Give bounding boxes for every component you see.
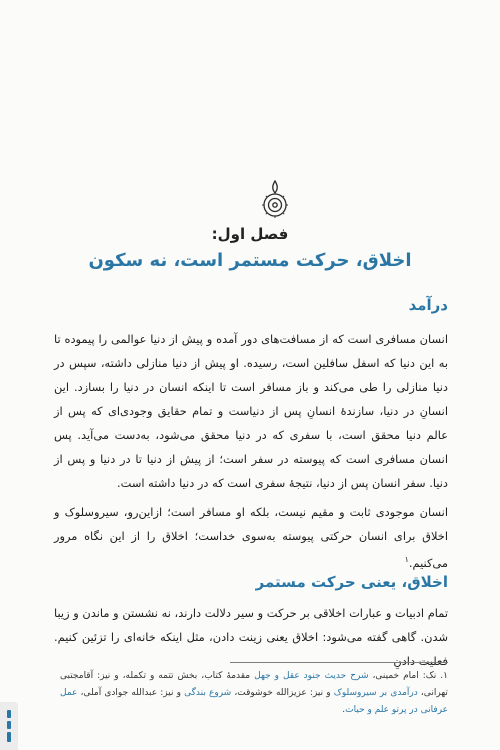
section-heading-intro: درآمد bbox=[408, 296, 448, 314]
footnote-source-4: عمل عرفانی در پرتو علم و حیات bbox=[60, 688, 448, 715]
traveler-paragraph bbox=[54, 500, 448, 575]
traveler-paragraph-text: انسان موجودی ثابت و مقیم نیست، بلکه او مسافر است؛ ازاین‌رو، سیروسلوک و اخلاق برای انسان حرکتی پیوسته به‌سوی خداست؛ اخلاق را از این نگاه مرور می‌کنیم. bbox=[54, 505, 448, 570]
section-heading-movement: اخلاق، یعنی حرکت مستمر bbox=[255, 573, 448, 591]
footnote-text-1: ۱. نک: امام خمینی، bbox=[372, 671, 448, 681]
intro-paragraph-text: انسان مسافری است که از مسافت‌های دور آمده و پیش از دنیا عوالمی را پیموده تا به این دنیا که اسفل سافلین است، رسیده. او پیش از دنیا منازلی داشته، سپس در دنیا منازلی را طی می‌کند و باز مسافر است تا اینکه انسان در دنیا را بسازد. این انسانِ در دنیا، سازندهٔ انسانِ پس از دنیاست و تمام حقایق وجودی‌ای که پس از عالم دنیا محقق است، با سفری که در دنیا محقق می‌شود، به‌دست می‌آید. پس انسان مسافری است که پیوسته در سفر است؛ از پیش از دنیا تا در دنیا و پس از دنیا. سفر انسان پس از دنیا، نتیجهٔ سفری است که در دنیا داشته است. bbox=[54, 332, 448, 490]
footnote-text-4: و نیز: عبدالله جوادی آملی، bbox=[80, 688, 181, 698]
intro-paragraph bbox=[54, 327, 448, 495]
footnote-text-5: . bbox=[342, 705, 346, 715]
footnote-source-3: شروع بندگی bbox=[184, 688, 232, 698]
footnote-text-3: و نیز: عزیزالله خوشوقت، bbox=[234, 688, 331, 698]
footnote-text-2: مقدمهٔ کتاب، بخش تتمه و تکمله، و نیز: آقامجتبی تهرانی، bbox=[60, 671, 448, 698]
chapter-title: اخلاق، حرکت مستمر است، نه سکون bbox=[88, 250, 412, 271]
movement-paragraph-text: تمام ادبیات و عبارات اخلاقی بر حرکت و سیر دلالت دارند، نه نشستن و ماندن و زیبا شدن. گاهی گفته می‌شود: اخلاق یعنی زینت دادن، مثل اینکه خانه‌ای را تزئین کنیم. فعلیت دادنِ bbox=[54, 606, 448, 668]
footnote-divider bbox=[230, 662, 448, 663]
publisher-logo-icon bbox=[0, 702, 18, 750]
chapter-ornament-icon bbox=[253, 178, 297, 222]
footnote bbox=[60, 668, 448, 719]
footnote-source-1: شرح حدیث جنود عقل و جهل bbox=[254, 671, 369, 681]
footnote-source-2: درآمدی بر سیروسلوک bbox=[333, 688, 418, 698]
footnote-ref[interactable]: ۱ bbox=[404, 555, 409, 564]
chapter-label: فصل اول: bbox=[211, 225, 289, 243]
